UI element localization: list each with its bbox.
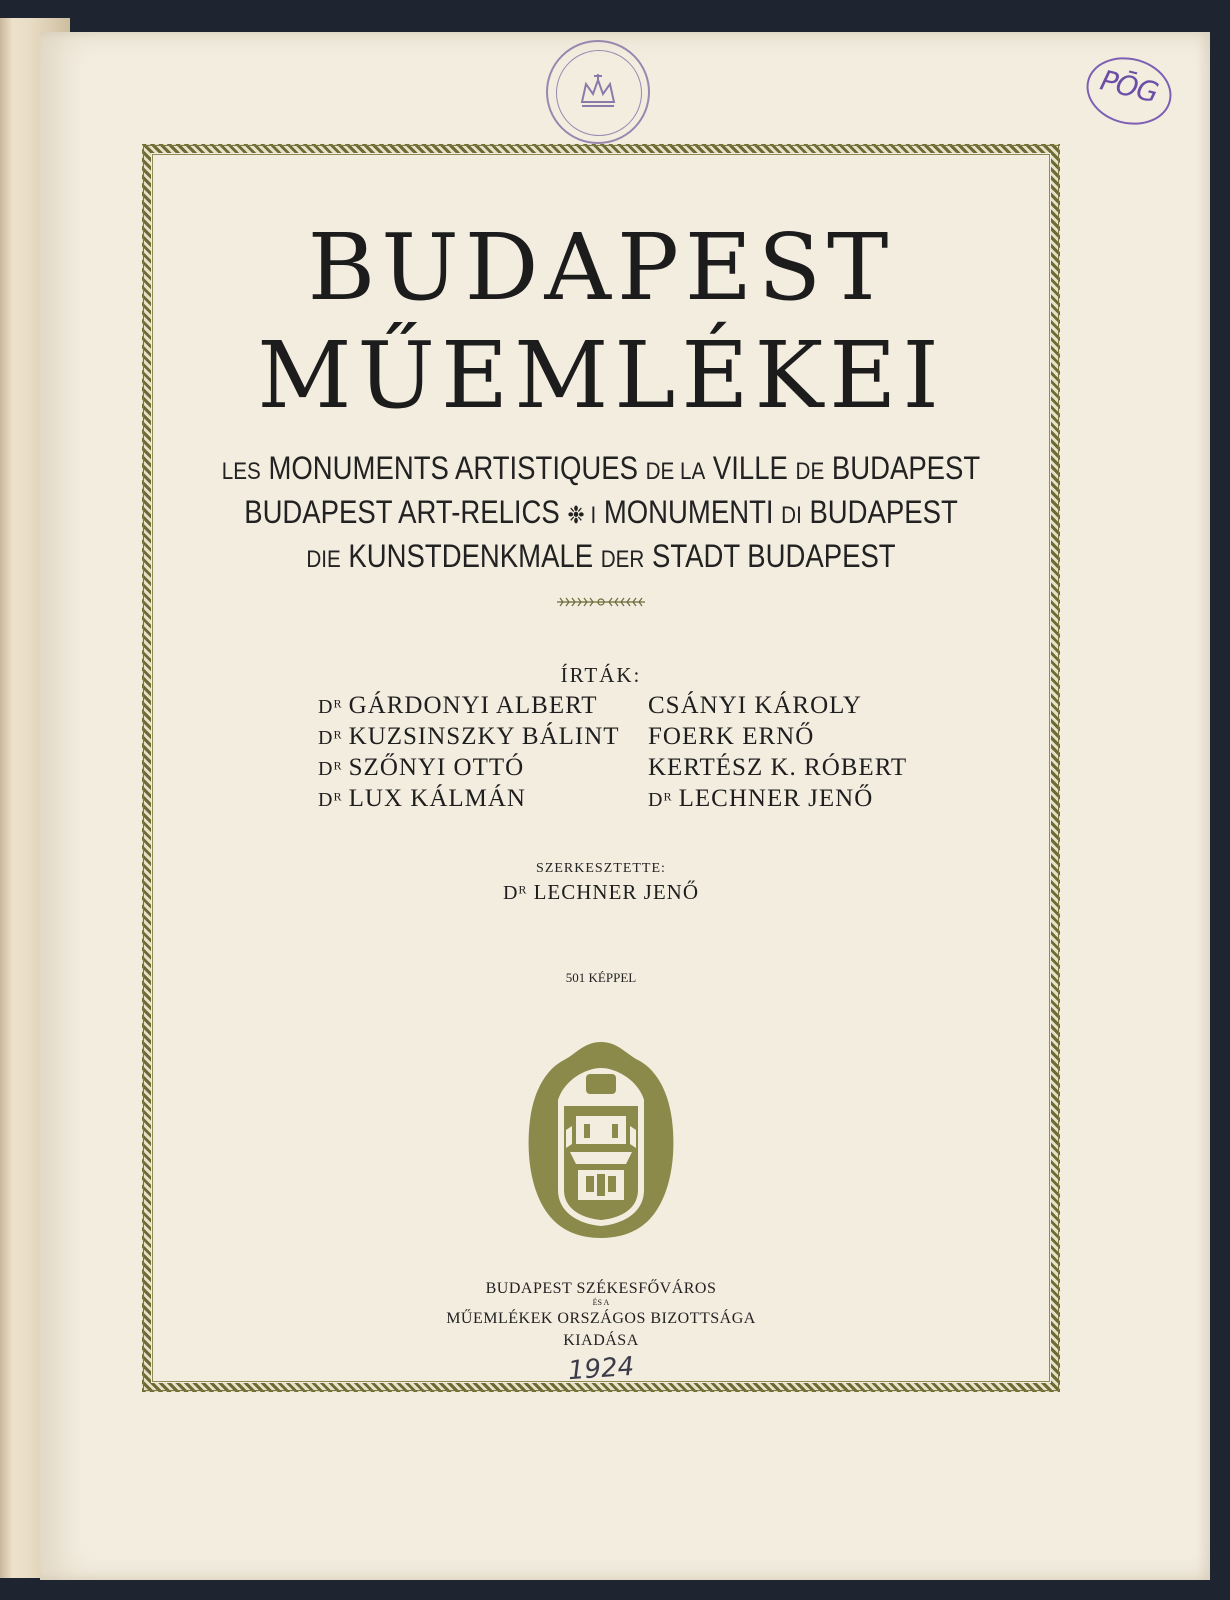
authors-column-right	[648, 690, 907, 814]
author-name: LUX KÁLMÁN	[348, 785, 526, 812]
author-title-prefix: Dᴿ	[318, 696, 343, 718]
author-entry	[648, 752, 907, 783]
author-entry	[318, 690, 620, 721]
authors-column-left	[318, 690, 620, 814]
author-name: CSÁNYI KÁROLY	[648, 692, 862, 719]
editor-label: SZERKESZTETTE:	[536, 861, 666, 876]
author-title-prefix: Dᴿ	[648, 789, 673, 811]
handwritten-year: 1924	[567, 1351, 636, 1387]
author-name: SZŐNYI OTTÓ	[348, 754, 525, 781]
publisher-line2: MŰEMLÉKEK ORSZÁGOS BIZOTTSÁGA	[446, 1310, 756, 1327]
author-entry	[648, 721, 907, 752]
subtitle-segment: DIE	[306, 546, 341, 573]
ornament-divider	[142, 596, 1060, 613]
subtitle-segment: DE LA	[645, 458, 706, 485]
crown-icon	[546, 40, 650, 144]
author-name: KERTÉSZ K. RÓBERT	[648, 754, 908, 781]
author-title-prefix: Dᴿ	[318, 789, 343, 811]
subtitle-french	[206, 452, 995, 484]
subtitle-segment: MONUMENTI	[596, 494, 782, 530]
author-name: FOERK ERNŐ	[648, 723, 815, 750]
authors-label: ÍRTÁK:	[560, 663, 642, 687]
publisher-line1: BUDAPEST SZÉKESFŐVÁROS	[485, 1280, 717, 1297]
author-name: LECHNER JENŐ	[678, 785, 874, 812]
subtitle-segment: ❉	[567, 502, 591, 529]
editor-title-prefix: Dᴿ	[502, 882, 528, 904]
author-entry	[318, 783, 620, 814]
main-title-line1: BUDAPEST	[307, 214, 895, 321]
subtitle-segment: MONUMENTS ARTISTIQUES	[260, 450, 646, 486]
main-title-line2: MŰEMLÉKEI	[257, 322, 945, 429]
author-entry	[318, 721, 620, 752]
picture-count: 501 KÉPPEL	[565, 970, 637, 985]
editor-name-line	[142, 880, 1060, 905]
author-title-prefix: Dᴿ	[318, 727, 343, 749]
author-title-prefix: Dᴿ	[318, 758, 343, 780]
editor-name: LECHNER JENŐ	[533, 880, 700, 904]
subtitle-segment: BUDAPEST	[824, 450, 981, 486]
subtitle-segment: BUDAPEST ART-RELICS	[244, 494, 568, 530]
subtitle-english-italian	[206, 496, 995, 528]
subtitle-segment: DER	[600, 546, 645, 573]
budapest-coat-of-arms-emblem	[526, 1040, 676, 1240]
publisher-line3: KIADÁSA	[563, 1332, 639, 1349]
leaf-ornament-icon	[555, 596, 647, 608]
subtitle-segment: DE	[795, 458, 825, 485]
shelf-mark-text: PŌG	[1097, 63, 1161, 110]
subtitle-segment: VILLE	[705, 450, 796, 486]
subtitle-segment: DI	[781, 502, 802, 529]
publisher-connector: ÉS A	[592, 1298, 610, 1307]
subtitle-segment: KUNSTDENKMALE	[340, 538, 601, 574]
subtitle-segment: LES	[221, 458, 261, 485]
subtitle-segment: BUDAPEST	[801, 494, 958, 530]
subtitle-segment: I	[590, 502, 597, 529]
author-entry	[648, 783, 907, 814]
author-name: GÁRDONYI ALBERT	[348, 692, 598, 719]
subtitle-german	[206, 540, 995, 572]
subtitle-segment: STADT BUDAPEST	[644, 538, 896, 574]
author-entry	[318, 752, 620, 783]
author-entry	[648, 690, 907, 721]
author-name: KUZSINSZKY BÁLINT	[348, 723, 620, 750]
library-round-stamp	[546, 40, 650, 144]
